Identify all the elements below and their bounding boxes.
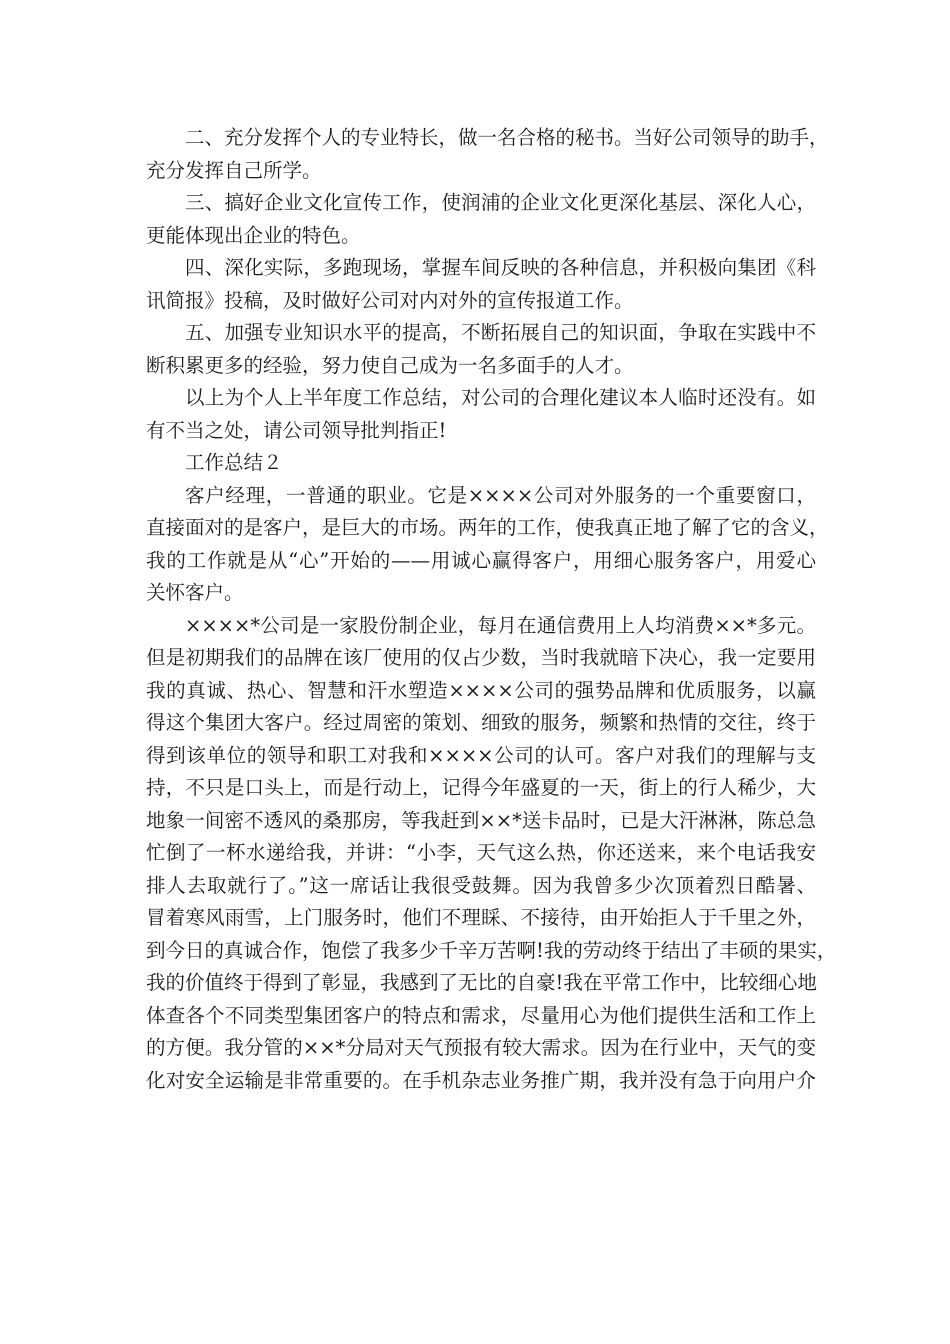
- paragraph-line: 有不当之处，请公司领导批判指正!: [146, 418, 447, 442]
- paragraph-line: 体查各个不同类型集团客户的特点和需求，尽量用心为他们提供生活和工作上: [146, 1003, 816, 1027]
- paragraph-line: 关怀客户。: [146, 581, 244, 604]
- paragraph: [146, 122, 829, 187]
- paragraph-line: 排人去取就行了。”这一席话让我很受鼓舞。因为我曾多少次顶着烈日酷暑、: [146, 873, 816, 897]
- paragraph-line: 以上为个人上半年度工作总结，对公司的合理化建议本人临时还没有。如: [185, 386, 816, 409]
- paragraph-line: 讯简报》投稿，及时做好公司对内对外的宣传报道工作。: [146, 288, 634, 312]
- paragraph-line: 但是初期我们的品牌在该厂使用的仅占少数，当时我就暗下决心，我一定要用: [146, 646, 816, 669]
- paragraph: [146, 480, 829, 610]
- paragraph-line: 客户经理，一普通的职业。它是××××公司对外服务的一个重要窗口，: [185, 483, 816, 507]
- paragraph-line: 四、深化实际，多跑现场，掌握车间反映的各种信息，并积极向集团《科: [185, 256, 816, 279]
- paragraph-line: 我的价值终于得到了彰显，我感到了无比的自豪!我在平常工作中，比较细心地: [146, 971, 817, 994]
- paragraph-line: 地象一间密不透风的桑那房，等我赶到××*送卡品时，已是大汗淋淋，陈总急: [146, 808, 816, 832]
- paragraph: [146, 382, 816, 447]
- paragraph-line: 工作总结２: [185, 451, 283, 474]
- paragraph-line: 我的真诚、热心、智慧和汗水塑造××××公司的强势品牌和优质服务，以赢: [146, 678, 816, 702]
- paragraph: [146, 252, 816, 317]
- paragraph-line: 忙倒了一杯水递给我，并讲：“小李，天气这么热，你还送来，来个电话我安: [146, 841, 816, 864]
- paragraph-line: 的方便。我分管的××*分局对天气预报有较大需求。因为在行业中，天气的变: [146, 1036, 816, 1059]
- paragraph-line: 化对安全运输是非常重要的。在手机杂志业务推广期，我并没有急于向用户介: [146, 1068, 816, 1092]
- paragraph-line: ××××*公司是一家股份制企业，每月在通信费用上人均消费××*多元。: [185, 613, 816, 637]
- paragraph-line: 二、充分发挥个人的专业特长，做一名合格的秘书。当好公司领导的助手，: [185, 126, 829, 149]
- paragraph-line: 冒着寒风雨雪，上门服务时，他们不理睬、不接待，由开始拒人于千里之外，: [146, 906, 816, 929]
- paragraph-line: 得这个集团大客户。经过周密的策划、细致的服务，频繁和热情的交往，终于: [146, 711, 816, 734]
- paragraph: [146, 610, 837, 1098]
- document-body: [146, 122, 837, 1097]
- paragraph-line: 充分发挥自己所学。: [146, 158, 322, 182]
- paragraph-line: 到今日的真诚合作，饱偿了我多少千辛万苦啊!我的劳动终于结出了丰硕的果实，: [146, 938, 837, 962]
- paragraph-line: 我的工作就是从“心”开始的——用诚心赢得客户，用细心服务客户，用爱心: [146, 548, 816, 572]
- paragraph-line: 持，不只是口头上，而是行动上，记得今年盛夏的一天，街上的行人稀少，大: [146, 776, 816, 799]
- paragraph-line: 更能体现出企业的特色。: [146, 223, 361, 247]
- paragraph-line: 五、加强专业知识水平的提高，不断拓展自己的知识面，争取在实践中不: [185, 321, 816, 344]
- paragraph: [146, 447, 816, 480]
- paragraph: [146, 187, 816, 252]
- paragraph-line: 直接面对的是客户，是巨大的市场。两年的工作，使我真正地了解了它的含义，: [146, 516, 829, 539]
- paragraph-line: 断积累更多的经验，努力使自己成为一名多面手的人才。: [146, 353, 634, 377]
- paragraph-line: 得到该单位的领导和职工对我和××××公司的认可。客户对我们的理解与支: [146, 743, 816, 767]
- paragraph: [146, 317, 816, 382]
- paragraph-line: 三、搞好企业文化宣传工作，使润浦的企业文化更深化基层、深化人心，: [185, 191, 816, 214]
